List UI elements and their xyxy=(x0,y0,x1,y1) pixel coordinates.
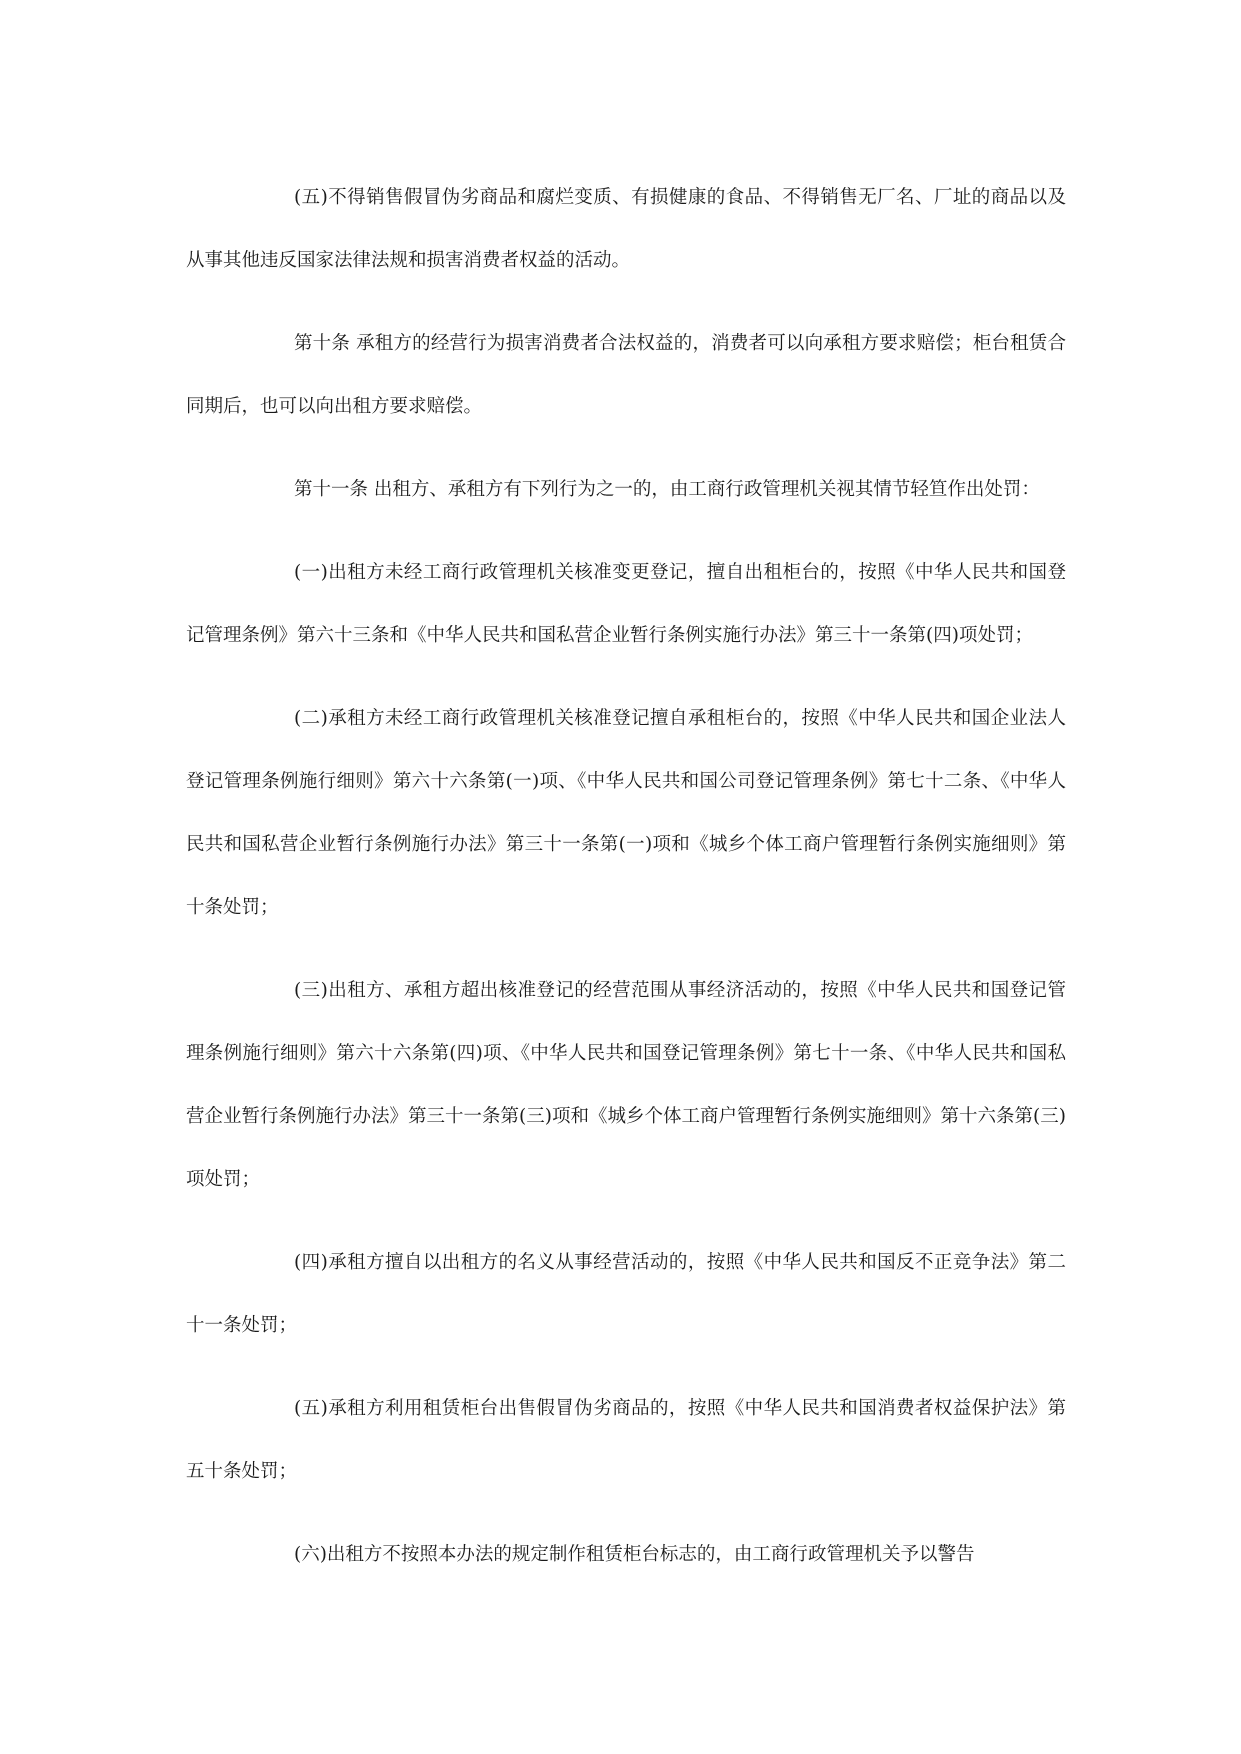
document-page xyxy=(186,166,1066,1606)
paragraph-item-5-no-counterfeit: (五)不得销售假冒伪劣商品和腐烂变质、有损健康的食品、不得销售无厂名、厂址的商品以及从事其他违反国家法律法规和损害消费者权益的活动。 xyxy=(186,187,1066,271)
paragraph-item-5: (五)承租方利用租赁柜台出售假冒伪劣商品的，按照《中华人民共和国消费者权益保护法》第五十条处罚； xyxy=(186,1398,1066,1482)
paragraph-item-6: (六)出租方不按照本办法的规定制作租赁柜台标志的，由工商行政管理机关予以警告 xyxy=(294,1544,975,1565)
paragraph-item-1: (一)出租方未经工商行政管理机关核准变更登记，擅自出租柜台的，按照《中华人民共和国登记管理条例》第六十三条和《中华人民共和国私营企业暂行条例实施行办法》第三十一条第(四)项处罚； xyxy=(186,562,1066,646)
paragraph-item-2: (二)承租方未经工商行政管理机关核准登记擅自承租柜台的，按照《中华人民共和国企业法人登记管理条例施行细则》第六十六条第(一)项、《中华人民共和国公司登记管理条例》第七十二条、《中华人民共和国私营企业暂行条例施行办法》第三十一条第(一)项和《城乡个体工商户管理暂行条例实施细则》第十条处罚； xyxy=(186,708,1066,918)
paragraph-article-11: 第十一条 出租方、承租方有下列行为之一的，由工商行政管理机关视其情节轻笪作出处罚： xyxy=(294,479,1040,500)
paragraph-article-10: 第十条 承租方的经营行为损害消费者合法权益的，消费者可以向承租方要求赔偿；柜台租赁合同期后，也可以向出租方要求赔偿。 xyxy=(186,333,1066,417)
paragraph-item-3: (三)出租方、承租方超出核准登记的经营范围从事经济活动的，按照《中华人民共和国登记管理条例施行细则》第六十六条第(四)项、《中华人民共和国登记管理条例》第七十一条、《中华人民共和国私营企业暂行条例施行办法》第三十一条第(三)项和《城乡个体工商户管理暂行条例实施细则》第十六条第(三)项处罚； xyxy=(186,980,1066,1190)
paragraph-item-4: (四)承租方擅自以出租方的名义从事经营活动的，按照《中华人民共和国反不正竞争法》第二十一条处罚； xyxy=(186,1252,1066,1336)
